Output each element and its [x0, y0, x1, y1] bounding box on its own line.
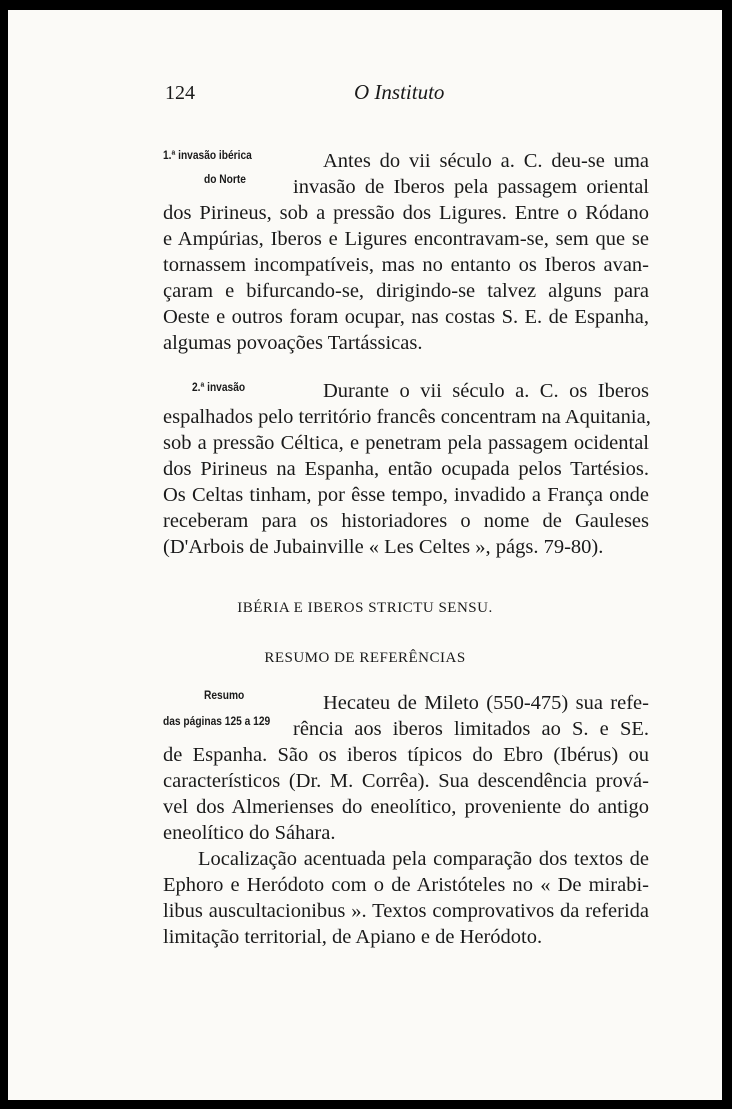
text-line: Durante o vii século a. C. os Iberos [323, 380, 649, 402]
text-line: dos Pirineus na Espanha, então ocupada pelos Tartésios. [163, 458, 649, 480]
text-line: Ephoro e Heródoto com o de Aristóteles no « De mirabi- [163, 874, 649, 896]
text-line: dos Pirineus, sob a pressão dos Ligures. Entre o Ródano [163, 202, 649, 224]
section-heading-iberia: IBÉRIA E IBEROS STRICTU SENSU. [237, 600, 493, 616]
text-line: (D'Arbois de Jubainville « Les Celtes », págs. 79-80). [163, 536, 604, 558]
page-header [8, 74, 722, 104]
text-line: Oeste e outros foram ocupar, nas costas S. E. de Espanha, [163, 306, 649, 328]
margin-note-line: das páginas 125 a 129 [163, 714, 271, 728]
page-number: 124 [165, 82, 195, 104]
text-line: libus auscultacionibus ». Textos comprovativos da referida [163, 900, 649, 922]
text-line: de Espanha. São os iberos típicos do Ebro (Ibérus) ou [163, 744, 649, 766]
text-line: característicos (Dr. M. Corrêa). Sua descendência prová- [163, 770, 649, 792]
text-line: rência aos iberos limitados ao S. e SE. [293, 718, 649, 740]
text-line: algumas povoações Tartássicas. [163, 332, 423, 354]
text-line: invasão de Iberos pela passagem oriental [293, 176, 649, 198]
text-line: çaram e bifurcando-se, dirigindo-se talvez alguns para [163, 280, 649, 302]
book-page [8, 10, 722, 1100]
text-line: tornassem incompatíveis, mas no entanto os Iberos avan- [163, 254, 649, 276]
section-heading-resumo: RESUMO DE REFERÊNCIAS [264, 650, 466, 666]
text-line: Hecateu de Mileto (550-475) sua refe- [323, 692, 649, 714]
text-line: vel dos Almerienses do eneolítico, proveniente do antigo [163, 796, 649, 818]
text-line: Localização acentuada pela comparação dos textos de [198, 848, 649, 870]
margin-note-line: 1.ª invasão ibérica [163, 148, 252, 162]
margin-note-line: 2.ª invasão [192, 380, 246, 394]
text-line: e Ampúrias, Iberos e Ligures encontravam-se, sem que se [163, 228, 649, 250]
margin-note-line: do Norte [204, 172, 246, 186]
text-line: Antes do vii século a. C. deu-se uma [323, 150, 649, 172]
running-title: O Instituto [354, 80, 445, 104]
margin-note-line: Resumo [204, 688, 245, 702]
text-line: receberam para os historiadores o nome de Gauleses [163, 510, 649, 532]
text-line: espalhados pelo território francês concentram na Aquitania, [163, 406, 651, 428]
text-line: Os Celtas tinham, por êsse tempo, invadido a França onde [163, 484, 649, 506]
text-line: sob a pressão Céltica, e penetram pela passagem ocidental [163, 432, 649, 454]
text-line: limitação territorial, de Apiano e de Heródoto. [163, 926, 543, 948]
text-line: eneolítico do Sáhara. [163, 822, 336, 844]
